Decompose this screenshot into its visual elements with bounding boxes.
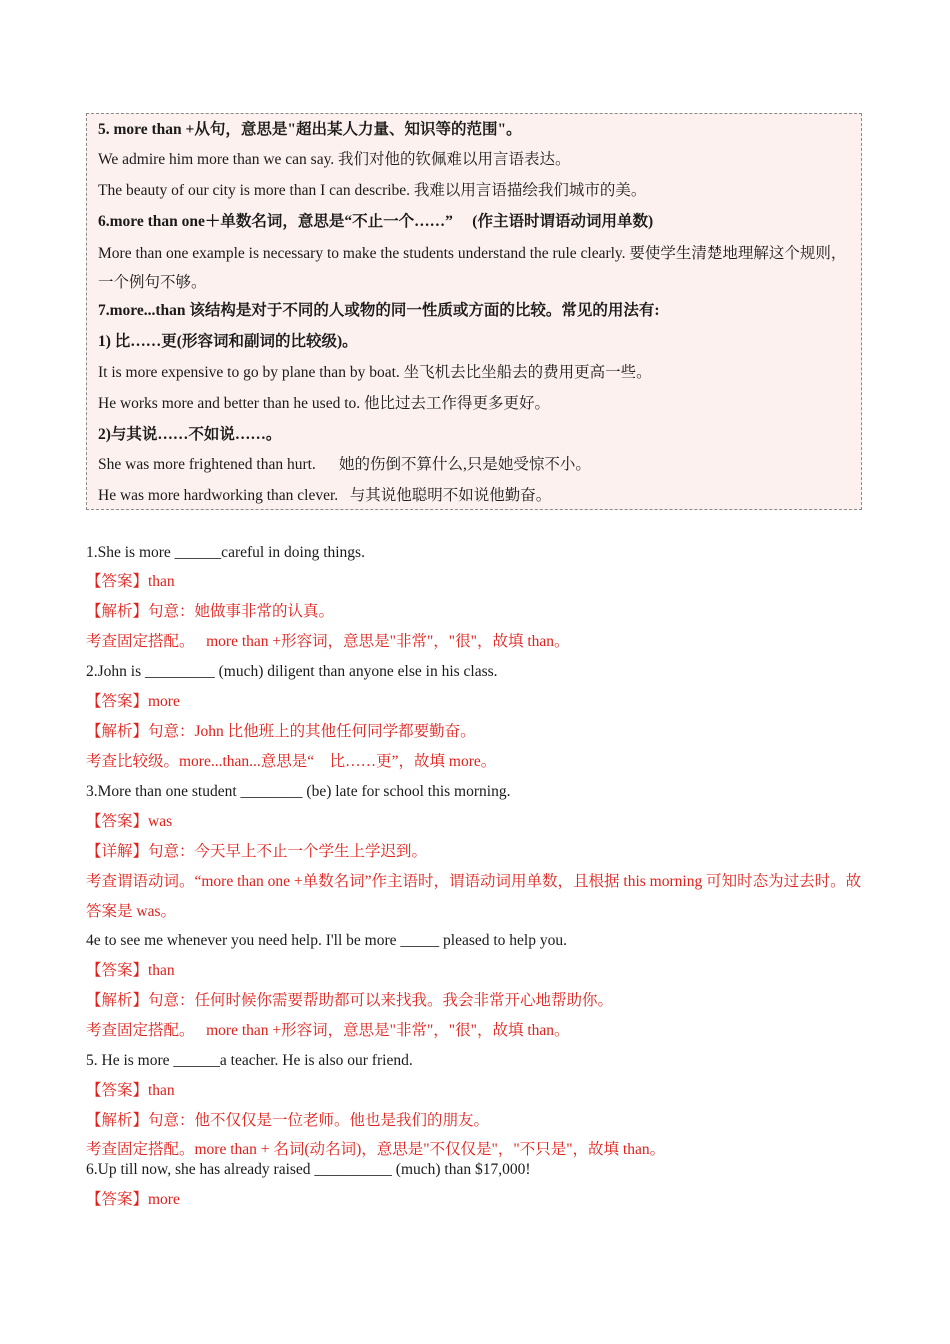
analysis-2: 考查比较级。more...than...意思是“ 比……更”，故填 more。 <box>86 753 497 770</box>
rule-7-2-example-2: He was more hardworking than clever. 与其说他聪明不如说他勤奋。 <box>98 487 552 504</box>
rule-7-1-example-1: It is more expensive to go by plane than by boat. 坐飞机去比坐船去的费用更高一些。 <box>98 364 652 381</box>
rule-5-example-1: We admire him more than we can say. 我们对他的钦佩难以用言语表达。 <box>98 151 571 168</box>
answer-3: 【答案】was <box>86 813 173 830</box>
answer-5: 【答案】than <box>86 1082 175 1099</box>
rule-6-heading: 6.more than one＋单数名词，意思是“不止一个……” (作主语时谓语动词用单数) <box>98 213 654 230</box>
rule-7-heading: 7.more...than 该结构是对于不同的人或物的同一性质或方面的比较。常见的用法有: <box>98 302 660 319</box>
question-4: 4e to see me whenever you need help. I'll be more _____ pleased to help you. <box>86 932 567 949</box>
rule-7-1-example-2: He works more and better than he used to. 他比过去工作得更多更好。 <box>98 395 551 412</box>
question-6: 6.Up till now, she has already raised __________ (much) than $17,000! <box>86 1161 531 1178</box>
explanation-5: 【解析】句意：他不仅仅是一位老师。他也是我们的朋友。 <box>86 1112 490 1129</box>
rule-7-2-heading: 2)与其说……不如说……。 <box>98 426 282 443</box>
answer-6: 【答案】more <box>86 1191 180 1208</box>
explanation-4: 【解析】句意：任何时候你需要帮助都可以来找我。我会非常开心地帮助你。 <box>86 992 614 1009</box>
question-3: 3.More than one student ________ (be) late for school this morning. <box>86 783 511 800</box>
explanation-1: 【解析】句意：她做事非常的认真。 <box>86 603 335 620</box>
answer-2: 【答案】more <box>86 693 180 710</box>
rule-6-example: More than one example is necessary to make the students understand the rule clearly. 要使学生清楚地理解这个规则，一个例句不够。 <box>98 245 847 291</box>
question-1: 1.She is more ______careful in doing things. <box>86 544 365 561</box>
answer-4: 【答案】than <box>86 962 175 979</box>
analysis-3: 考查谓语动词。“more than one +单数名词”作主语时，谓语动词用单数，且根据 this morning 可知时态为过去时。故答案是 was。 <box>86 873 862 920</box>
answer-1: 【答案】than <box>86 573 175 590</box>
explanation-2: 【解析】句意：John 比他班上的其他任何同学都要勤奋。 <box>86 723 476 740</box>
rule-5-example-2: The beauty of our city is more than I can describe. 我难以用言语描绘我们城市的美。 <box>98 182 647 199</box>
question-2: 2.John is _________ (much) diligent than anyone else in his class. <box>86 663 498 680</box>
rule-7-1-heading: 1) 比……更(形容词和副词的比较级)。 <box>98 333 358 350</box>
analysis-4: 考查固定搭配。 more than +形容词，意思是"非常"，"很"，故填 than。 <box>86 1022 570 1039</box>
rule-5-heading: 5. more than +从句，意思是"超出某人力量、知识等的范围"。 <box>98 121 522 138</box>
analysis-5: 考查固定搭配。more than + 名词(动名词)，意思是"不仅仅是"，"不只是"，故填 than。 <box>86 1141 666 1158</box>
question-5: 5. He is more ______a teacher. He is also our friend. <box>86 1052 413 1069</box>
explanation-3: 【详解】句意：今天早上不止一个学生上学迟到。 <box>86 843 428 860</box>
rule-7-2-example-1: She was more frightened than hurt. 她的伤倒不算什么,只是她受惊不小。 <box>98 456 591 473</box>
analysis-1: 考查固定搭配。 more than +形容词，意思是"非常"，"很"，故填 than。 <box>86 633 570 650</box>
